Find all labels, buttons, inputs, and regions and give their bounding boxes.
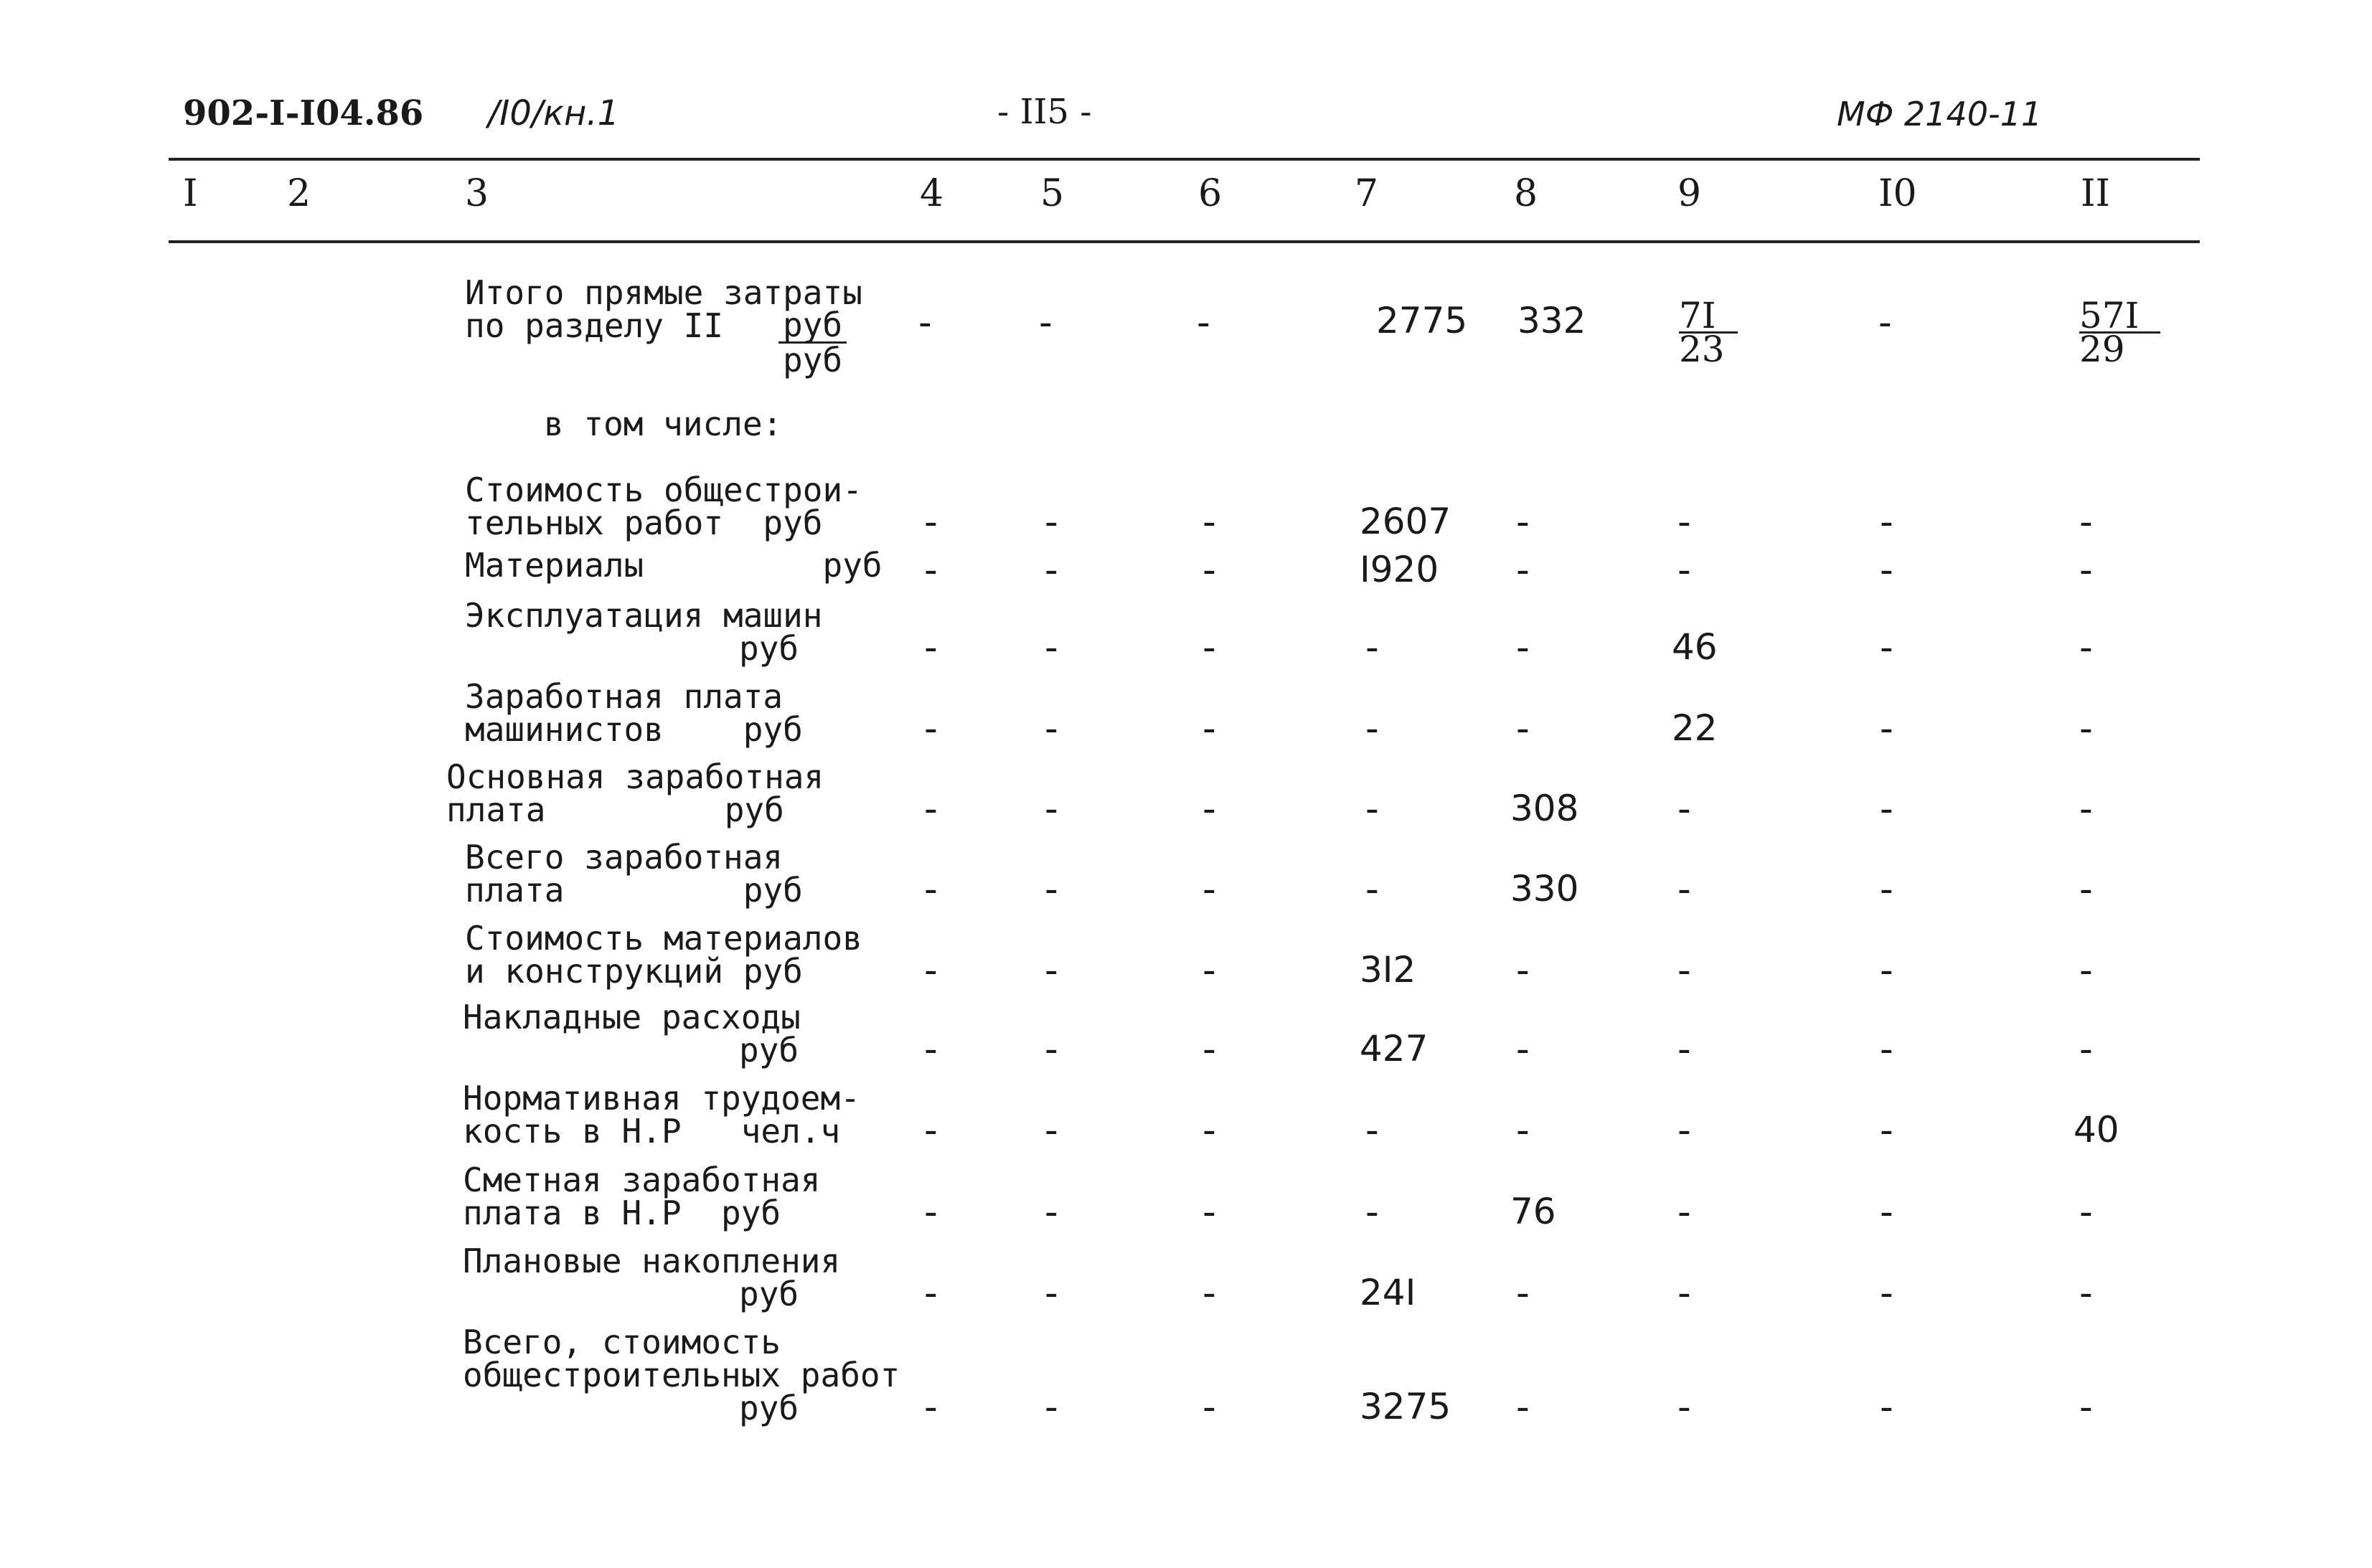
row-cell-c10: -	[1880, 1191, 1893, 1234]
row-cell-c6: -	[1203, 501, 1216, 544]
row-label-line: Материалы руб	[465, 546, 883, 585]
row-cell-c10: -	[1880, 1028, 1893, 1071]
row-cell-c8: -	[1516, 1272, 1530, 1315]
row-cell-c9: -	[1677, 549, 1691, 592]
row-cell-c8: -	[1516, 949, 1530, 992]
row-cell-c7: -	[1365, 1191, 1379, 1234]
row-label-line: руб	[739, 1389, 799, 1427]
column-number-1: I	[183, 172, 198, 215]
row-label	[465, 919, 862, 991]
total-c11-fraction	[2079, 295, 2160, 370]
row-cell-c4: -	[924, 1028, 938, 1071]
row-label	[446, 757, 824, 829]
row-label	[463, 1079, 860, 1151]
row-label	[465, 677, 803, 749]
row-label-line: Всего, стоимость	[463, 1323, 781, 1361]
row-cell-c11: -	[2079, 1386, 2093, 1429]
row-cell-c11: -	[2079, 868, 2093, 911]
row-cell-c9: -	[1677, 949, 1691, 992]
row-cell-c8: 76	[1510, 1191, 1556, 1232]
total-c5: -	[1039, 301, 1053, 344]
row-cell-c8: -	[1516, 501, 1530, 544]
row-cell-c9: -	[1677, 501, 1691, 544]
column-number-5: 5	[1040, 172, 1065, 215]
row-cell-c6: -	[1203, 949, 1216, 992]
row-cell-c7: I920	[1360, 549, 1439, 590]
row-cell-c9: -	[1677, 788, 1691, 831]
row-cell-c7: -	[1365, 868, 1379, 911]
subheading: в том числе:	[544, 405, 783, 443]
row-label-line: плата руб	[446, 790, 784, 829]
total-c7: 2775	[1376, 300, 1468, 341]
row-label-line: и конструкций руб	[465, 952, 803, 991]
column-number-6: 6	[1198, 172, 1223, 215]
row-label	[465, 546, 883, 585]
row-cell-c9: -	[1677, 1028, 1691, 1071]
column-number-3: 3	[465, 172, 489, 215]
row-cell-c11: -	[2079, 949, 2093, 992]
row-cell-c5: -	[1045, 1386, 1058, 1429]
row-label-line: кость в Н.Р чел.ч	[463, 1112, 841, 1151]
row-cell-c11: -	[2079, 549, 2093, 592]
row-cell-c8: -	[1516, 707, 1530, 750]
row-cell-c11: -	[2079, 1191, 2093, 1234]
column-number-11: II	[2081, 172, 2111, 215]
row-cell-c5: -	[1045, 788, 1058, 831]
row-cell-c9: -	[1677, 1109, 1691, 1152]
row-cell-c8: -	[1516, 1028, 1530, 1071]
row-cell-c11: -	[2079, 626, 2093, 669]
total-c6: -	[1197, 301, 1210, 344]
row-label-line: Заработная плата	[465, 677, 783, 716]
row-label-line: Нормативная трудоем-	[463, 1079, 860, 1118]
row-cell-c6: -	[1203, 788, 1216, 831]
row-cell-c7: 24I	[1360, 1272, 1416, 1313]
total-c8: 332	[1517, 300, 1586, 341]
column-number-8: 8	[1514, 172, 1538, 215]
row-cell-c9: -	[1677, 1386, 1691, 1429]
total-label: Итого прямые затраты по разделу II	[465, 273, 862, 345]
row-cell-c5: -	[1045, 868, 1058, 911]
row-cell-c8: -	[1516, 626, 1530, 669]
row-label-line: Всего заработная	[465, 838, 783, 877]
total-c11-numerator: 57I	[2079, 300, 2160, 334]
row-label	[465, 838, 803, 910]
row-cell-c7: -	[1365, 788, 1379, 831]
row-cell-c5: -	[1045, 707, 1058, 750]
row-label	[463, 1242, 841, 1313]
total-unit-top: руб	[778, 308, 847, 344]
row-cell-c5: -	[1045, 549, 1058, 592]
row-cell-c5: -	[1045, 501, 1058, 544]
row-cell-c5: -	[1045, 1028, 1058, 1071]
row-label	[463, 1161, 821, 1232]
row-cell-c6: -	[1203, 1191, 1216, 1234]
row-cell-c8: 330	[1510, 868, 1579, 910]
column-number-2: 2	[287, 172, 311, 215]
row-cell-c6: -	[1203, 868, 1216, 911]
row-cell-c5: -	[1045, 626, 1058, 669]
row-cell-c11: -	[2079, 788, 2093, 831]
row-cell-c5: -	[1045, 1191, 1058, 1234]
row-label	[463, 998, 801, 1069]
document-part: /I0/кн.1	[488, 93, 620, 133]
row-label-line: руб	[739, 1031, 799, 1069]
row-label-line: Стоимость общестрои-	[465, 471, 862, 509]
row-cell-c7: 2607	[1360, 501, 1451, 542]
row-label-line: Плановые накопления	[463, 1242, 841, 1280]
row-label-line: машинистов руб	[465, 710, 803, 749]
row-label-line: руб	[739, 1275, 799, 1313]
row-label-line: Накладные расходы	[463, 998, 801, 1036]
row-cell-c4: -	[924, 1109, 938, 1152]
row-label-line: тельных работ руб	[465, 504, 823, 542]
total-c9-numerator: 7I	[1679, 300, 1738, 334]
row-cell-c10: -	[1880, 949, 1893, 992]
row-cell-c6: -	[1203, 1028, 1216, 1071]
row-label-line: общестроительных работ	[463, 1356, 900, 1394]
row-cell-c6: -	[1203, 1109, 1216, 1152]
row-cell-c7: 3I2	[1360, 949, 1416, 991]
row-cell-c4: -	[924, 501, 938, 544]
document-code: 902-I-I04.86	[183, 93, 424, 133]
row-cell-c4: -	[924, 949, 938, 992]
row-cell-c10: -	[1880, 788, 1893, 831]
column-number-10: I0	[1878, 172, 1917, 215]
row-cell-c7: -	[1365, 707, 1379, 750]
total-c4: -	[918, 301, 932, 344]
row-cell-c7: 3275	[1360, 1386, 1451, 1427]
row-cell-c7: -	[1365, 626, 1379, 669]
total-unit-bottom: руб	[783, 341, 843, 379]
row-cell-c10: -	[1880, 1386, 1893, 1429]
row-cell-c10: -	[1880, 626, 1893, 669]
row-cell-c9: 22	[1672, 707, 1718, 749]
row-cell-c8: -	[1516, 549, 1530, 592]
row-label-line: Основная заработная	[446, 757, 824, 796]
row-cell-c10: -	[1880, 1272, 1893, 1315]
row-label	[463, 1323, 900, 1427]
row-cell-c11: -	[2079, 707, 2093, 750]
row-label-line: плата руб	[465, 871, 803, 910]
row-cell-c6: -	[1203, 549, 1216, 592]
header-rule-bottom	[169, 240, 2200, 243]
row-cell-c4: -	[924, 868, 938, 911]
row-label-line: плата в Н.Р руб	[463, 1194, 781, 1232]
archive-stamp: МФ 2140-11	[1837, 95, 2043, 133]
row-cell-c11: -	[2079, 1272, 2093, 1315]
row-cell-c10: -	[1880, 1109, 1893, 1152]
row-cell-c6: -	[1203, 1272, 1216, 1315]
row-cell-c8: -	[1516, 1386, 1530, 1429]
row-label-line: Сметная заработная	[463, 1161, 821, 1199]
row-label	[465, 471, 862, 542]
row-cell-c4: -	[924, 549, 938, 592]
row-cell-c6: -	[1203, 626, 1216, 669]
total-unit	[778, 308, 847, 377]
row-cell-c4: -	[924, 788, 938, 831]
row-cell-c6: -	[1203, 707, 1216, 750]
row-cell-c9: -	[1677, 868, 1691, 911]
row-label-line: Стоимость материалов	[465, 919, 862, 958]
row-cell-c10: -	[1880, 501, 1893, 544]
page-number: - II5 -	[997, 92, 1092, 132]
row-cell-c4: -	[924, 1272, 938, 1315]
row-cell-c11: 40	[2074, 1109, 2119, 1151]
row-label	[465, 596, 823, 668]
total-c9-denominator: 23	[1679, 329, 1725, 370]
row-cell-c4: -	[924, 1386, 938, 1429]
total-c11-denominator: 29	[2079, 329, 2125, 370]
row-cell-c7: -	[1365, 1109, 1379, 1152]
row-cell-c10: -	[1880, 707, 1893, 750]
row-cell-c9: -	[1677, 1272, 1691, 1315]
row-cell-c4: -	[924, 707, 938, 750]
row-cell-c10: -	[1880, 868, 1893, 911]
column-number-7: 7	[1355, 172, 1379, 215]
row-cell-c11: -	[2079, 501, 2093, 544]
column-number-9: 9	[1677, 172, 1702, 215]
row-cell-c5: -	[1045, 949, 1058, 992]
row-cell-c6: -	[1203, 1386, 1216, 1429]
row-cell-c4: -	[924, 1191, 938, 1234]
row-label-line: Эксплуатация машин	[465, 596, 823, 635]
column-number-4: 4	[920, 172, 944, 215]
row-cell-c10: -	[1880, 549, 1893, 592]
row-cell-c5: -	[1045, 1109, 1058, 1152]
row-cell-c9: 46	[1672, 626, 1718, 668]
header-rule-top	[169, 158, 2200, 161]
row-cell-c5: -	[1045, 1272, 1058, 1315]
row-cell-c11: -	[2079, 1028, 2093, 1071]
row-label-line: руб	[739, 629, 799, 668]
row-cell-c9: -	[1677, 1191, 1691, 1234]
row-cell-c8: -	[1516, 1109, 1530, 1152]
total-c9-fraction	[1679, 295, 1738, 370]
row-cell-c8: 308	[1510, 788, 1579, 829]
row-cell-c7: 427	[1360, 1028, 1429, 1069]
total-c10: -	[1878, 301, 1892, 344]
row-cell-c4: -	[924, 626, 938, 669]
